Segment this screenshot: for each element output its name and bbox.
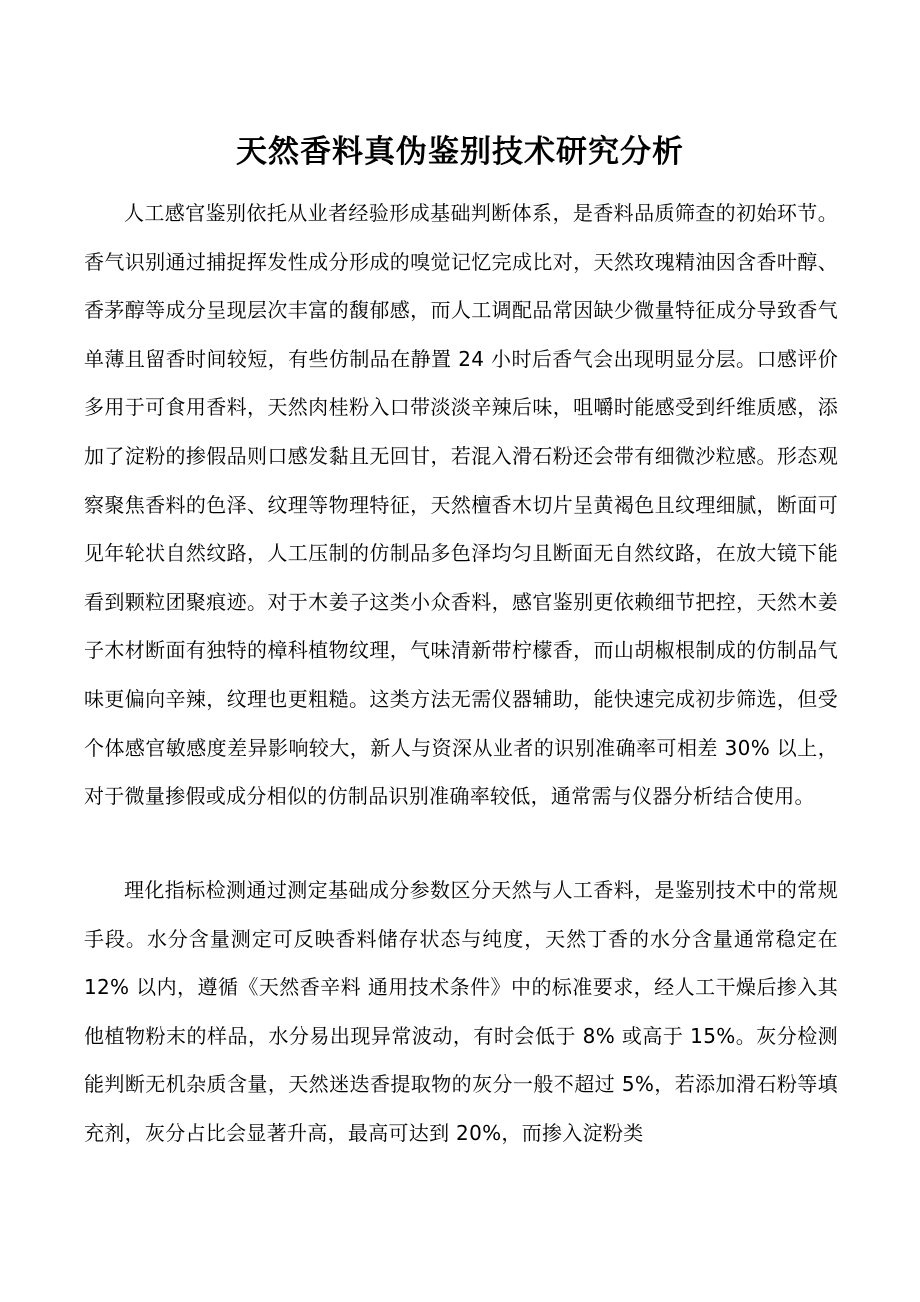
paragraph-sensory-identification: 人工感官鉴别依托从业者经验形成基础判断体系，是香料品质筛查的初始环节。香气识别通过捕捉挥发性成分形成的嗅觉记忆完成比对，天然玫瑰精油因含香叶醇、香茅醇等成分呈现层次丰富的馥郁感，而人工调配品常因缺少微量特征成分导致香气单薄且留香时间较短，有些仿制品在静置 24 小时后香气会出现明显分层。口感评价多用于可食用香料，天然肉桂粉入口带淡淡辛辣后味，咀嚼时能感受到纤维质感，添加了淀粉的掺假品则口感发黏且无回甘，若混入滑石粉还会带有细微沙粒感。形态观察聚焦香料的色泽、纹理等物理特征，天然檀香木切片呈黄褐色且纹理细腻，断面可见年轮状自然纹路，人工压制的仿制品多色泽均匀且断面无自然纹路，在放大镜下能看到颗粒团聚痕迹。对于木姜子这类小众香料，感官鉴别更依赖细节把控，天然木姜子木材断面有独特的樟科植物纹理，气味清新带柠檬香，而山胡椒根制成的仿制品气味更偏向辛辣，纹理也更粗糙。这类方法无需仪器辅助，能快速完成初步筛选，但受个体感官敏感度差异影响较大，新人与资深从业者的识别准确率可相差 30% 以上，对于微量掺假或成分相似的仿制品识别准确率较低，通常需与仪器分析结合使用。 (84, 201, 838, 809)
paragraph-physicochemical-testing: 理化指标检测通过测定基础成分参数区分天然与人工香料，是鉴别技术中的常规手段。水分含量测定可反映香料储存状态与纯度，天然丁香的水分含量通常稳定在 12% 以内，遵循《天然香辛料 通用技术条件》中的标准要求，经人工干燥后掺入其他植物粉末的样品，水分易出现异常波动，有时会低于 8% 或高于 15%。灰分检测能判断无机杂质含量，天然迷迭香提取物的灰分一般不超过 5%，若添加滑石粉等填充剂，灰分占比会显著升高，最高可达到 20%，而掺入淀粉类 (84, 878, 838, 1145)
document-title: 天然香料真伪鉴别技术研究分析 (236, 134, 684, 170)
